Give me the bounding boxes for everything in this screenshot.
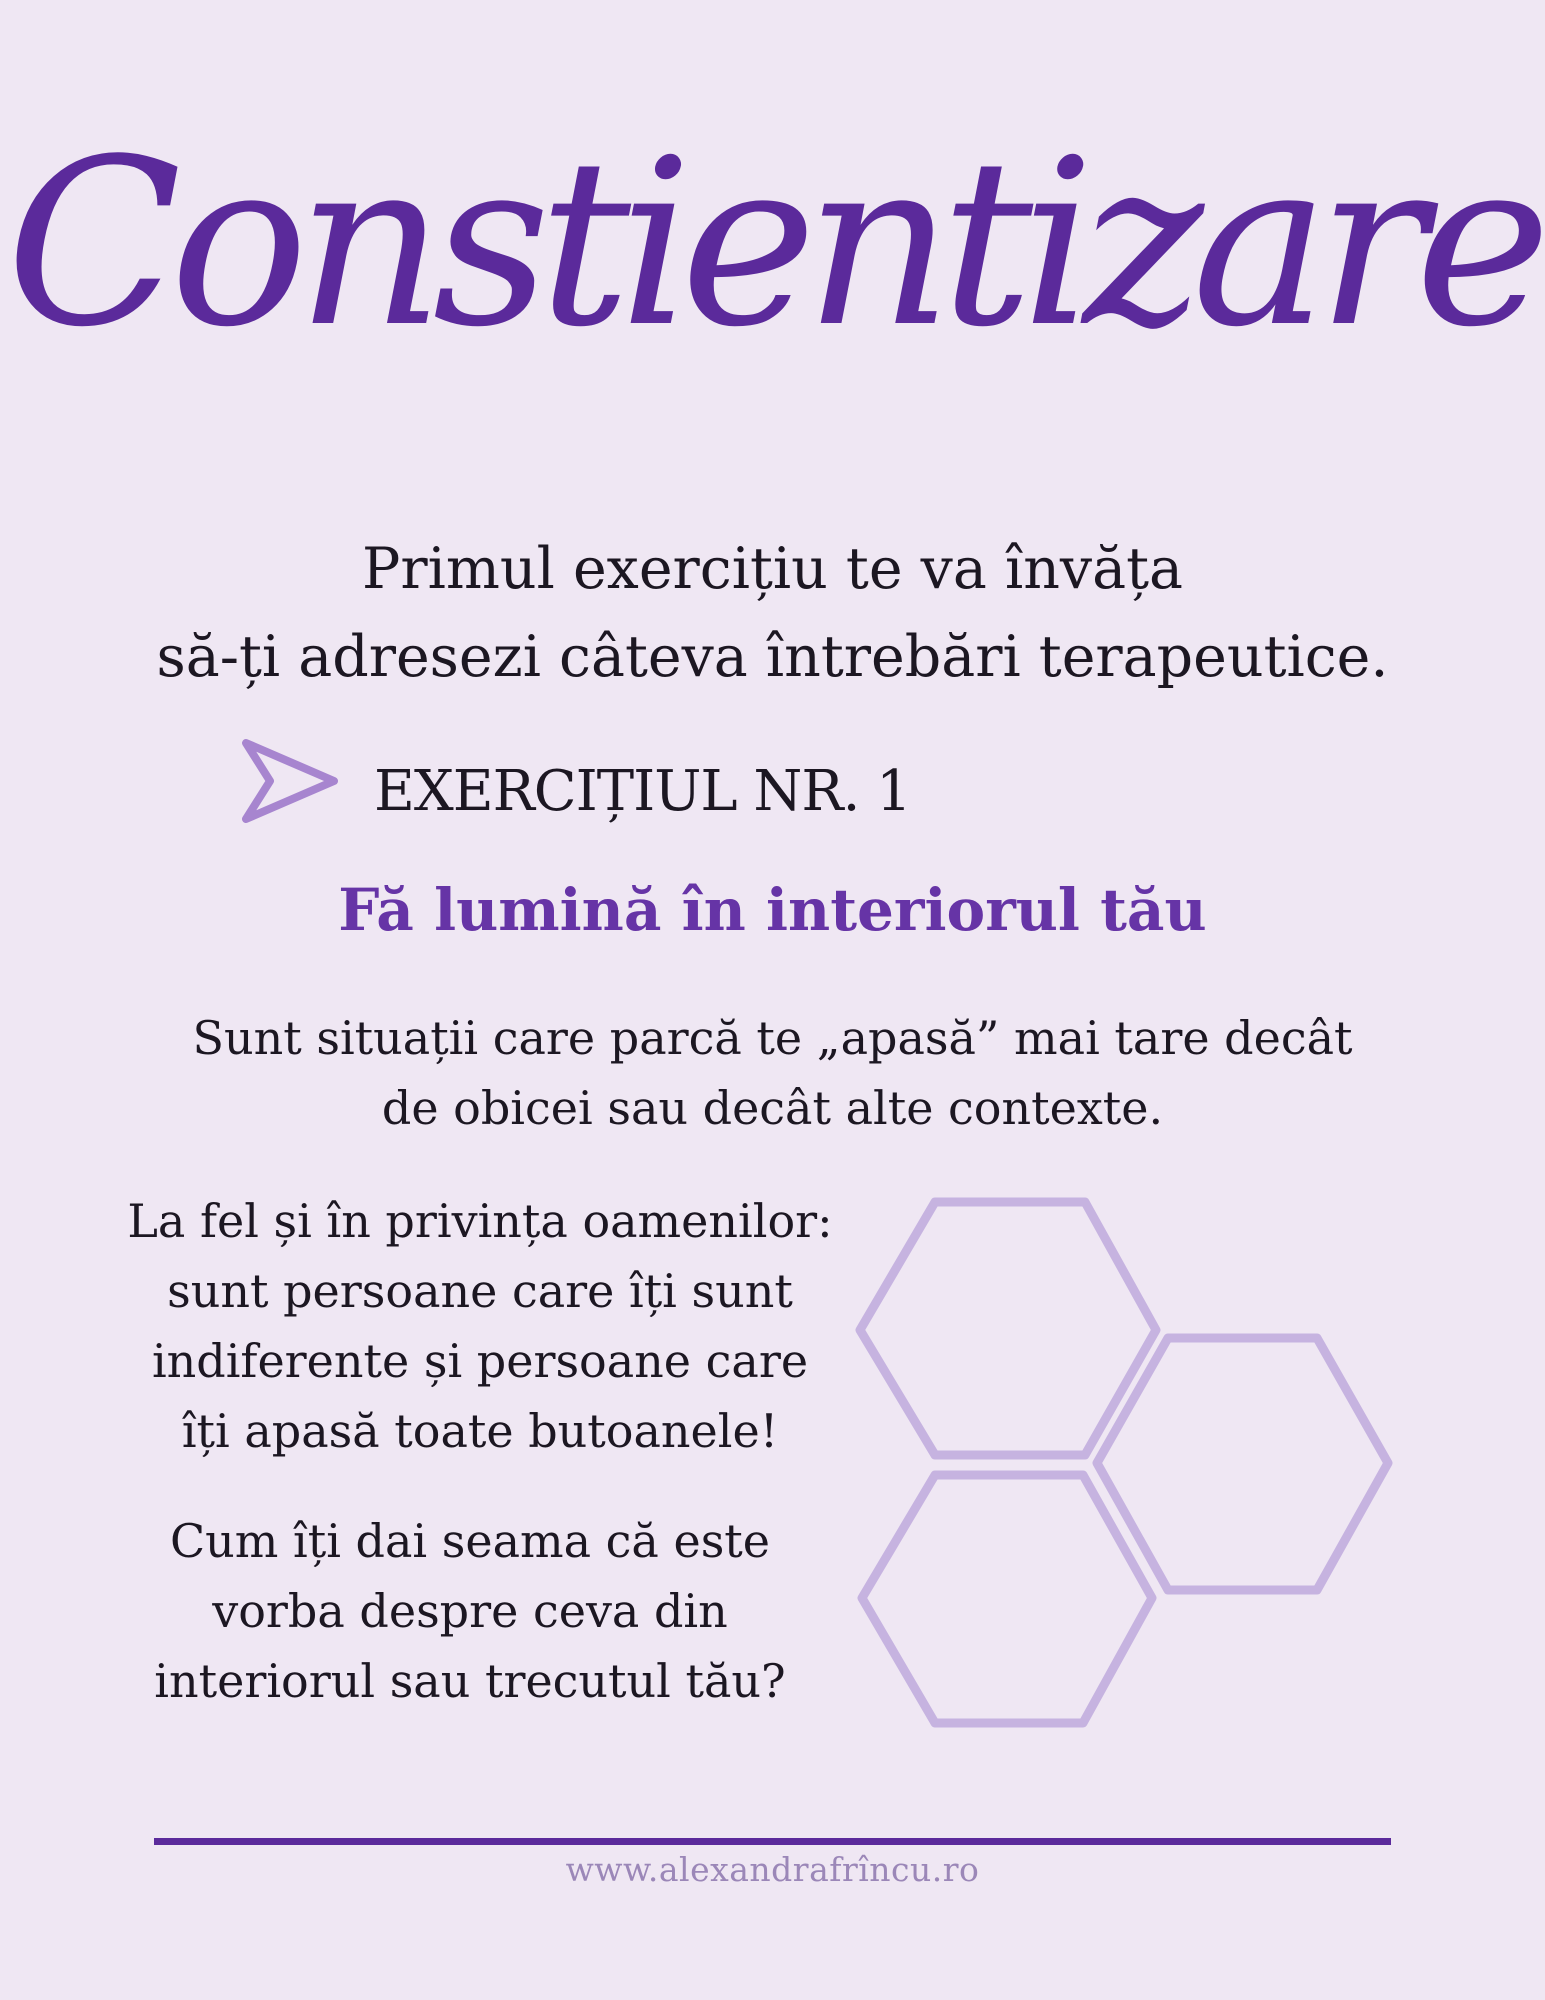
paragraph-2-line-3: indiferente și persoane care [151,1334,809,1388]
footer-divider [154,1838,1391,1845]
intro-line-1: Primul exercițiu te va învăța [362,536,1183,602]
arrow-right-icon [236,735,342,827]
hexagon-icon [1097,1338,1388,1590]
paragraph-1-line-1: Sunt situații care parcă te „apasă” mai tare decât [192,1011,1353,1065]
exercise-title: Fă lumină în interiorul tău [338,876,1207,944]
hexagon-icon [860,1202,1156,1455]
paragraph-question [100,1506,840,1716]
paragraph-2-line-2: sunt persoane care îți sunt [167,1264,793,1318]
page-title: Constientizare [5,111,1540,378]
intro-text [0,525,1545,701]
paragraph-2-line-4: îți apasă toate butoanele! [181,1404,779,1458]
paragraph-situations [0,1003,1545,1143]
exercise-label: EXERCIȚIUL NR. 1 [374,759,911,824]
paragraph-3-line-2: vorba despre ceva din [212,1584,728,1638]
paragraph-1-line-2: de obicei sau decât alte contexte. [381,1081,1164,1135]
paragraph-2-line-1: La fel și în privința oamenilor: [127,1194,833,1248]
paragraph-people [100,1186,860,1466]
hexagon-decoration [850,1190,1400,1740]
intro-line-2: să-ți adresezi câteva întrebări terapeutice. [156,624,1389,690]
hexagon-icon [862,1475,1152,1723]
paragraph-3-line-3: interiorul sau trecutul tău? [154,1654,786,1708]
paragraph-3-line-1: Cum îți dai seama că este [169,1514,771,1568]
footer-website-link[interactable]: www.alexandrafrîncu.ro [565,1850,980,1889]
